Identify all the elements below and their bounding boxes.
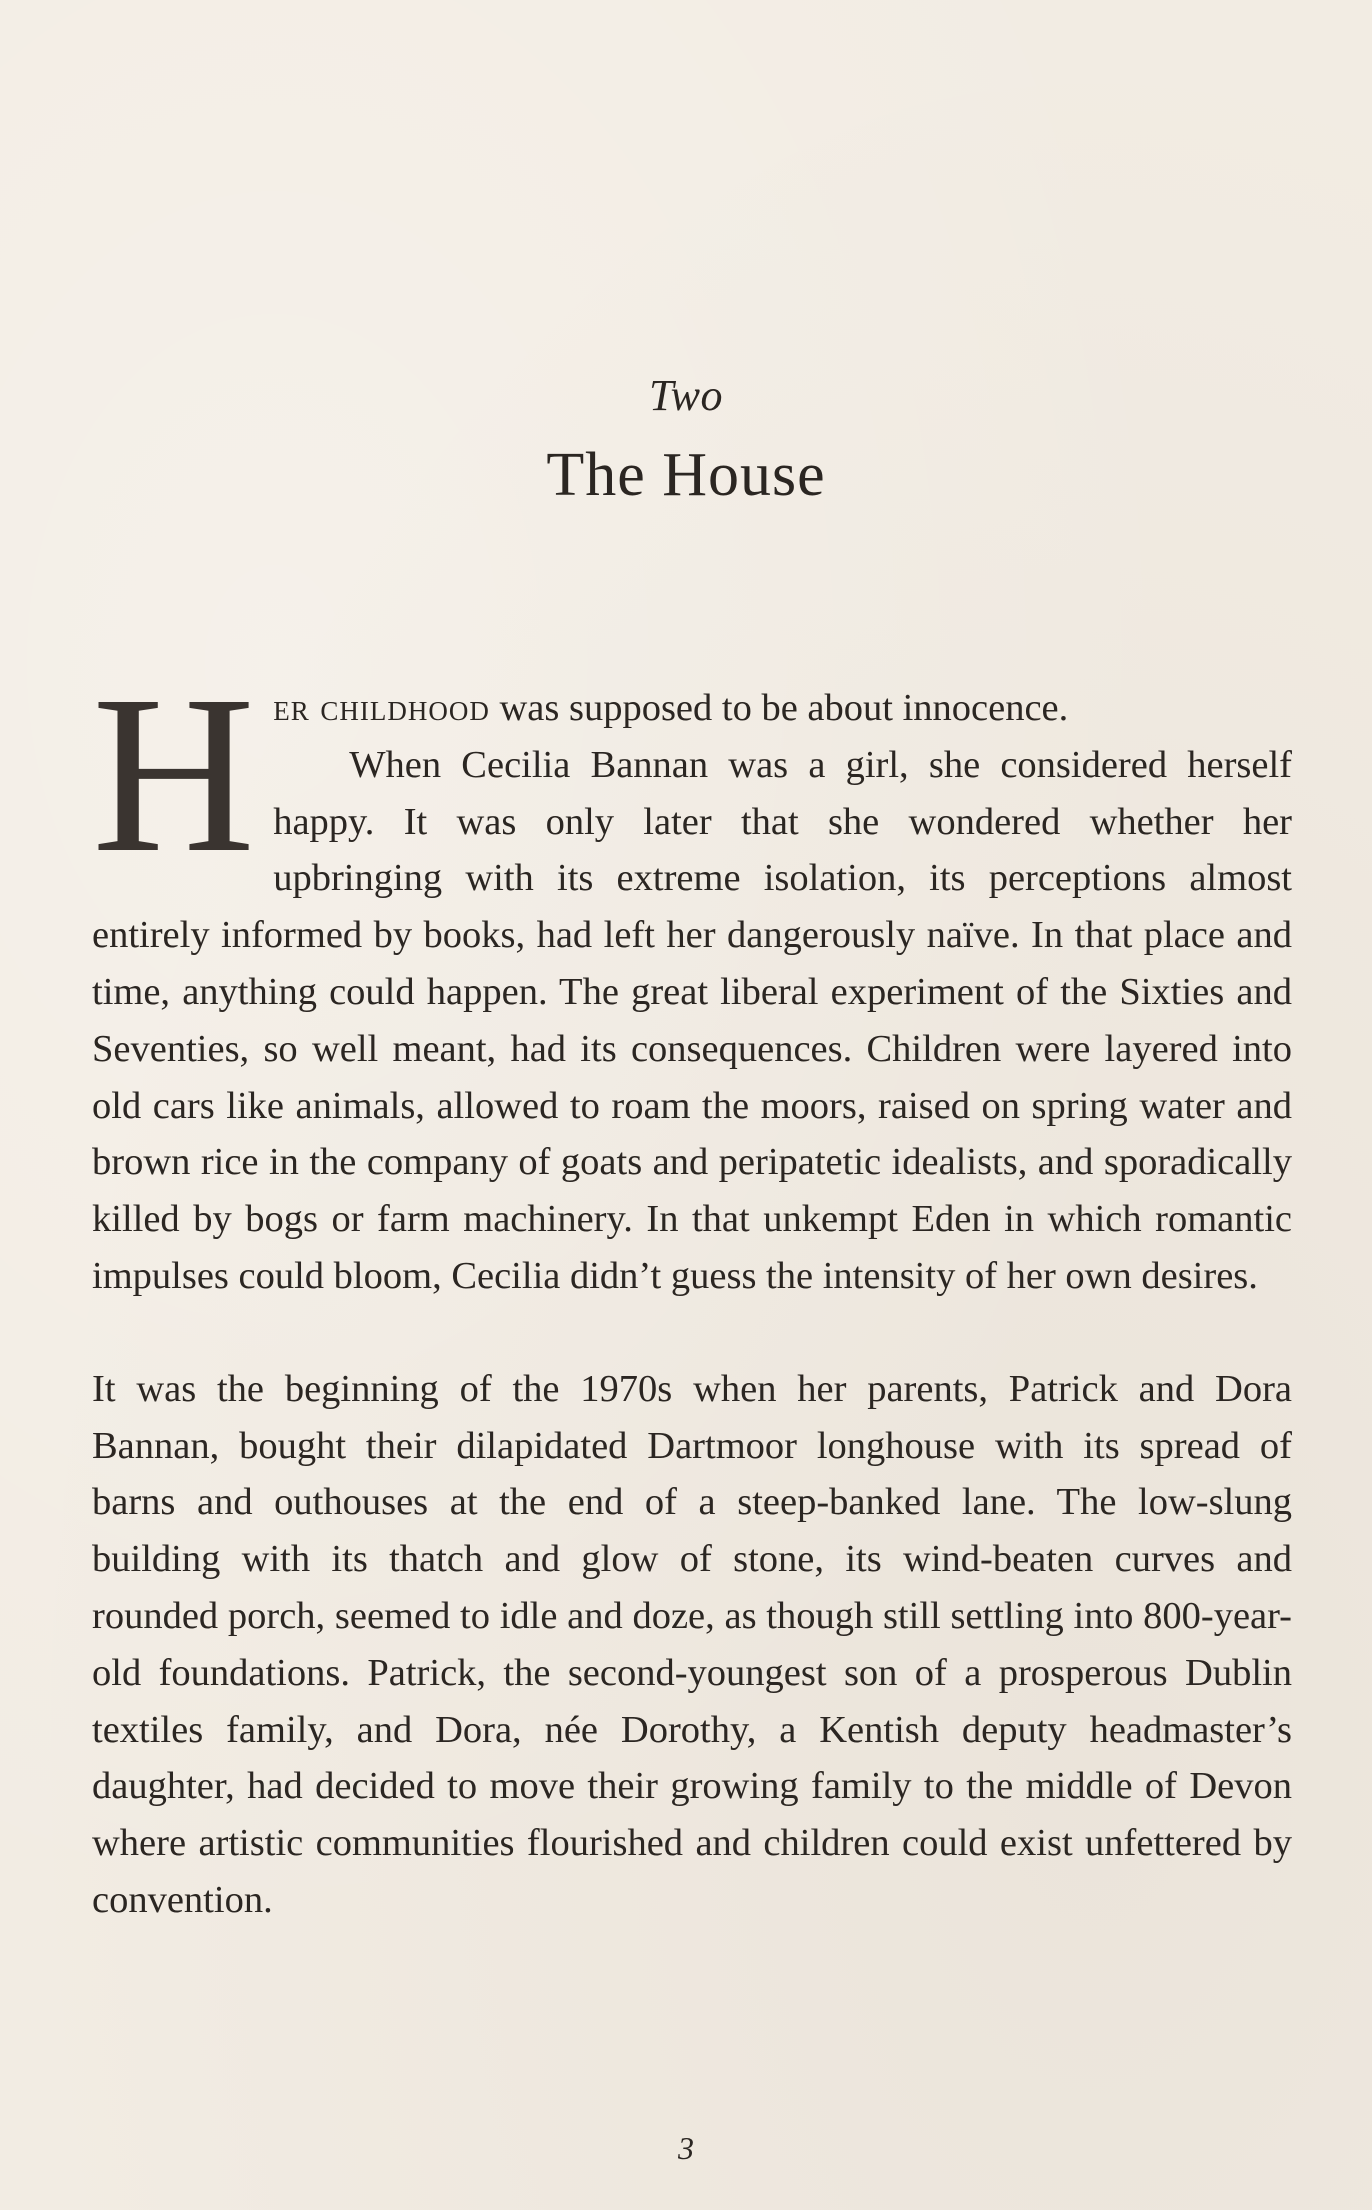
opening-line-rest: was supposed to be about innocence.	[489, 687, 1069, 729]
opening-smallcaps: er childhood	[273, 687, 490, 729]
body-text	[92, 649, 1292, 1929]
paragraph-2: It was the beginning of the 1970s when her parents, Patrick and Dora Bannan, bought their dilapidated Dartmoor longhouse with its spread of barns and outhouses at the end of a steep-banked lane. The low-slung building with its thatch and glow of stone, its wind-beaten curves and rounded porch, seemed to idle and doze, as though still settling into 800-year-old foundations. Patrick, the second-youngest son of a prosperous Dublin textiles family, and Dora, née Dorothy, a Kentish deputy headmaster’s daughter, had decided to move their growing family to the middle of Devon where artistic communities flourished and children could exist unfettered by convention.	[92, 1367, 1292, 1921]
chapter-title: The House	[546, 441, 826, 509]
chapter-number: Two	[648, 371, 724, 420]
page-number: 3	[678, 2130, 694, 2166]
paragraph-1	[92, 649, 1292, 1305]
paragraph-1-text: When Cecilia Bannan was a girl, she considered herself happy. It was only later that she wondered whether her upbringing with its extreme isolation, its perceptions almost entirely informed by books, had left her dangerously naïve. In that place and time, anything could happen. The great liberal experiment of the Sixties and Seventies, so well meant, had its consequences. Children were layered into old cars like animals, allowed to roam the moors, raised on spring water and brown rice in the company of goats and peripatetic idealists, and sporadically killed by bogs or farm machinery. In that unkempt Eden in which romantic impulses could bloom, Cecilia didn’t guess the intensity of her own desires.	[92, 743, 1292, 1297]
drop-cap: H	[92, 649, 256, 899]
